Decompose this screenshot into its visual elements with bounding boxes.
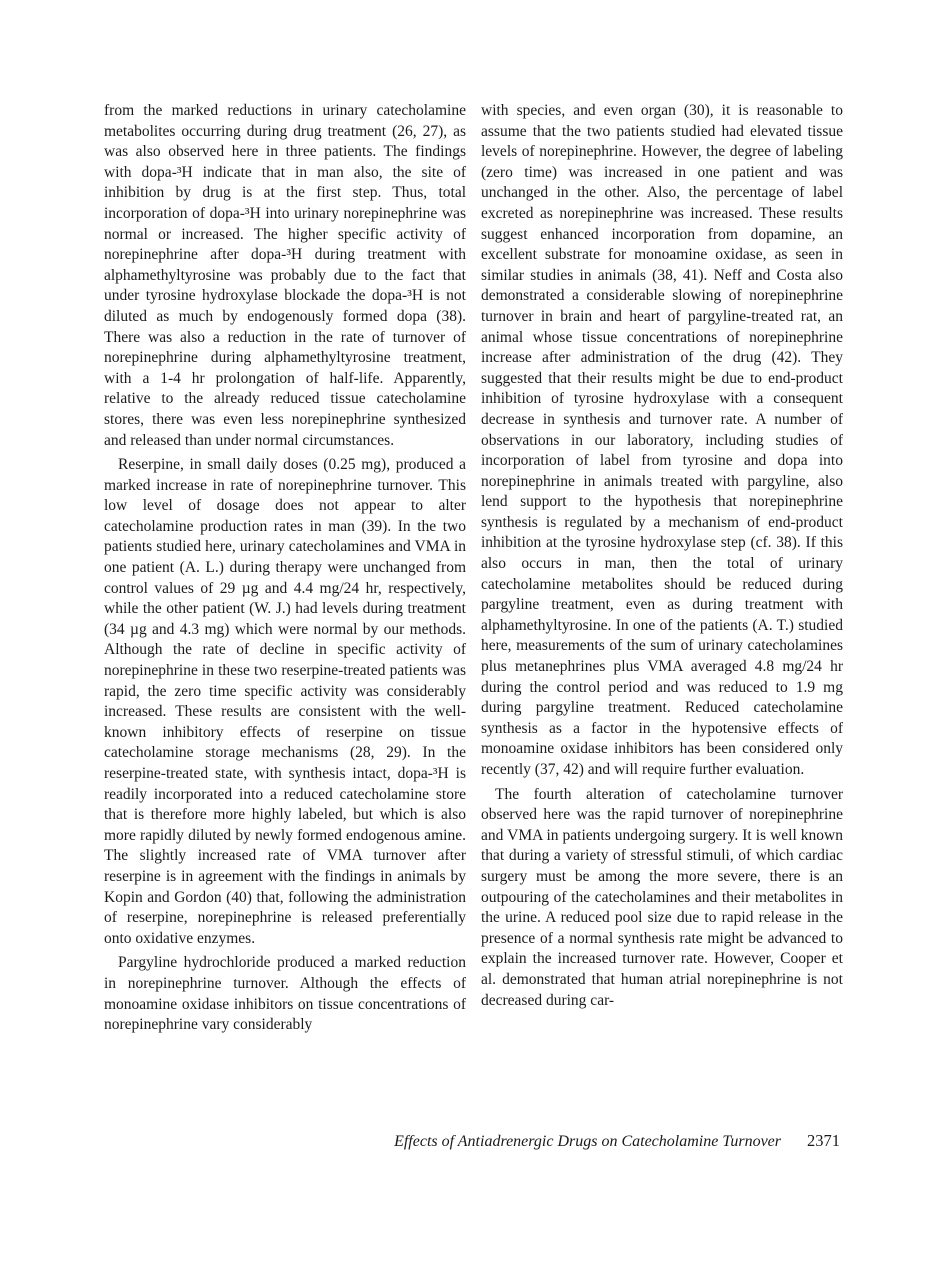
page-footer	[340, 1131, 840, 1151]
paragraph: from the marked reductions in urinary catecholamine metabolites occurring during drug treatment (26, 27), as was also observed here in three patients. The findings with dopa-³H indicate that in man also, the site of inhibition by drug is at the first step. Thus, total incorporation of dopa-³H into urinary norepinephrine was normal or increased. The higher specific activity of norepinephrine after dopa-³H during treatment with alphamethyltyrosine was probably due to the fact that under tyrosine hydroxylase blockade the dopa-³H is not diluted as much by endogenously formed dopa (38). There was also a reduction in the rate of turnover of norepinephrine during alphamethyltyrosine treatment, with a 1-4 hr prolongation of half-life. Apparently, relative to the already reduced tissue catecholamine stores, there was even less norepinephrine synthesized and released than under normal circumstances.	[104, 102, 466, 449]
right-column	[481, 101, 843, 1011]
running-title: Effects of Antiadrenergic Drugs on Catecholamine Turnover	[394, 1133, 781, 1150]
page-number: 2371	[807, 1131, 840, 1150]
paragraph: The fourth alteration of catecholamine turnover observed here was the rapid turnover of norepinephrine and VMA in patients undergoing surgery. It is well known that during a variety of stressful stimuli, of which cardiac surgery must be among the more severe, there is an outpouring of the catecholamines and their metabolites in the urine. A reduced pool size due to rapid release in the presence of a normal synthesis rate might be advanced to explain the increased turnover rate. However, Cooper et al. demonstrated that human atrial norepinephrine is not decreased during car-	[481, 785, 843, 1009]
paragraph: Reserpine, in small daily doses (0.25 mg), produced a marked increase in rate of norepinephrine turnover. This low level of dosage does not appear to alter catecholamine production rates in man (39). In the two patients studied here, urinary catecholamines and VMA in one patient (A. L.) during therapy were unchanged from control values of 29 µg and 4.4 mg/24 hr, respectively, while the other patient (W. J.) had levels during treatment (34 µg and 4.3 mg) which were normal by our methods. Although the rate of decline in specific activity of norepinephrine in these two reserpine-treated patients was rapid, the zero time specific activity was considerably increased. These results are consistent with the well-known inhibitory effects of reserpine on tissue catecholamine storage mechanisms (28, 29). In the reserpine-treated state, with synthesis intact, dopa-³H is readily incorporated into a reduced catecholamine store that is therefore more highly labeled, but which is also more rapidly diluted by newly formed endogenous amine. The slightly increased rate of VMA turnover after reserpine is in agreement with the findings in animals by Kopin and Gordon (40) that, following the administration of reserpine, norepinephrine is released preferentially onto oxidative enzymes.	[104, 456, 466, 947]
paragraph: with species, and even organ (30), it is reasonable to assume that the two patients studied had elevated tissue levels of norepinephrine. However, the degree of labeling (zero time) was increased in one patient and was unchanged in the other. Also, the percentage of label excreted as norepinephrine was increased. These results suggest enhanced incorporation from dopamine, an excellent substrate for monoamine oxidase, as seen in similar studies in animals (38, 41). Neff and Costa also demonstrated a considerable slowing of norepinephrine turnover in brain and heart of pargyline-treated rat, an animal whose tissue concentrations of norepinephrine increase after administration of the drug (42). They suggested that their results might be due to end-product inhibition of tyrosine hydroxylase with a consequent decrease in synthesis and turnover rate. A number of observations in our laboratory, including studies of incorporation of label from tyrosine and dopa into norepinephrine in animals treated with pargyline, also lend support to the hypothesis that norepinephrine synthesis is regulated by a mechanism of end-product inhibition at the tyrosine hydroxylase step (cf. 38). If this also occurs in man, then the total of urinary catecholamine metabolites should be reduced during pargyline treatment, even as during treatment with alphamethyltyrosine. In one of the patients (A. T.) studied here, measurements of the sum of urinary catecholamines plus metanephrines plus VMA averaged 4.8 mg/24 hr during the control period and was reduced to 1.9 mg during pargyline treatment. Reduced catecholamine synthesis as a factor in the hypotensive effects of monoamine oxidase inhibitors has been considered only recently (37, 42) and will require further evaluation.	[481, 102, 843, 778]
left-column	[104, 101, 466, 1036]
paragraph: Pargyline hydrochloride produced a marked reduction in norepinephrine turnover. Although the effects of monoamine oxidase inhibitors on tissue concentrations of norepinephrine vary considerably	[104, 954, 466, 1034]
